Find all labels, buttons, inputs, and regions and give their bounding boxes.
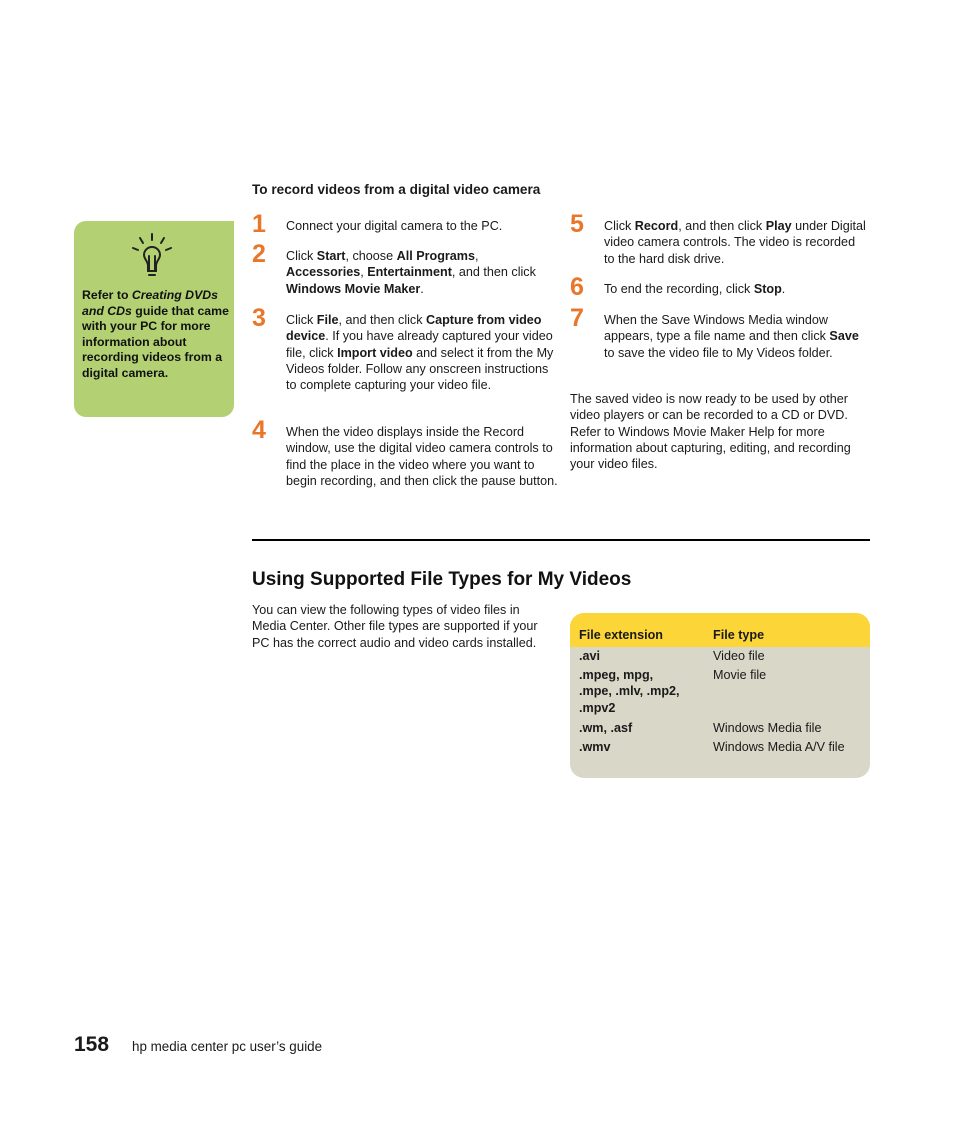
- step-number: 1: [252, 210, 266, 238]
- step-text-run: and select it from the My Videos folder. Follow any onscreen instructions to complete capturing your video file.: [286, 345, 554, 393]
- table-cell-extension: .avi: [579, 649, 601, 663]
- steps-heading: To record videos from a digital video camera: [252, 182, 541, 197]
- ui-term: Import video: [337, 345, 413, 360]
- step-text: [286, 218, 558, 234]
- step-text-run: Click: [604, 219, 635, 233]
- column-header-type: File type: [713, 628, 765, 642]
- step-number: 3: [252, 304, 266, 332]
- section-divider: [252, 539, 870, 541]
- table-cell-type: Movie file: [713, 668, 767, 682]
- step-number: 4: [252, 416, 266, 444]
- ui-term: Play: [765, 219, 792, 233]
- table-header: [570, 613, 870, 647]
- step-text: [604, 312, 866, 361]
- step-number: 5: [570, 210, 584, 238]
- page-number: 158: [74, 1033, 110, 1056]
- step-number: 6: [570, 273, 584, 301]
- step-text-run: . If you have already captured your video file, click: [286, 329, 553, 360]
- table-cell-extension: .wmv: [579, 740, 611, 754]
- step-number: 7: [570, 304, 584, 332]
- step-text: [286, 248, 558, 297]
- step-text: [604, 218, 866, 267]
- step-text: [286, 424, 558, 489]
- step-text-run: , and then click: [678, 219, 766, 233]
- step-number: 2: [252, 240, 266, 268]
- step-text: [604, 281, 866, 297]
- tip-text: Refer to Creating DVDs and CDs guide that came with your PC for more information about recording videos from a digital camera.: [82, 288, 229, 380]
- table-cell-extension: .mpeg, mpg, .mpe, .mlv, .mp2, .mpv2: [579, 668, 680, 715]
- ui-term: Entertainment: [367, 265, 452, 280]
- ui-term: Windows Movie Maker: [286, 281, 421, 296]
- step-text-run: , and then click: [451, 265, 536, 280]
- step-text-run: ,: [360, 265, 368, 280]
- lightbulb-icon: [128, 231, 176, 281]
- saved-video-paragraph: The saved video is now ready to be used by other video players or can be recorded to a CD or DVD. Refer to Windows Movie Maker Help for more information about capturing, editing, and recording your video files.: [570, 392, 851, 472]
- ui-term: Start: [316, 249, 346, 263]
- intro-paragraph: You can view the following types of video files in Media Center. Other file types are supported if your PC has the correct audio and video cards installed.: [252, 603, 538, 650]
- step-text-run: .: [781, 282, 786, 296]
- step-text-run: When the video displays inside the Record window, use the digital video camera controls to find the place in the video where you want to begin recording, and then click the pause button.: [286, 425, 558, 488]
- step-text-run: To end the recording, click: [604, 282, 754, 296]
- step-text-run: Connect your digital camera to the PC.: [286, 219, 503, 233]
- table-cell-type: Windows Media A/V file: [713, 740, 845, 754]
- section-title: Using Supported File Types for My Videos: [252, 569, 632, 590]
- step-text-run: When the Save Windows Media window appears, type a file name and then click: [604, 313, 830, 344]
- step-text: [286, 312, 558, 393]
- column-header-extension: File extension: [579, 628, 663, 642]
- tip-box: [74, 221, 234, 417]
- step-text-run: Click: [286, 313, 317, 327]
- step-text-run: , choose: [345, 249, 397, 263]
- step-text-run: ,: [475, 249, 479, 263]
- step-text-run: .: [420, 281, 424, 296]
- step-text-run: , and then click: [338, 313, 427, 327]
- ui-term: Capture from video device: [286, 313, 542, 344]
- ui-term: All Programs: [396, 249, 475, 263]
- table-cell-type: Video file: [713, 649, 765, 663]
- table-cell-extension: .wm, .asf: [579, 721, 633, 735]
- guide-title: Creating DVDs and CDs: [82, 288, 218, 318]
- ui-term: File: [316, 313, 339, 327]
- file-types-table: [570, 613, 870, 778]
- ui-term: Save: [829, 329, 859, 344]
- step-text-run: under Digital video camera controls. The video is recorded to the hard disk drive.: [604, 219, 866, 266]
- step-text-run: Click: [286, 249, 317, 263]
- footer-guide-name: hp media center pc user’s guide: [132, 1039, 323, 1054]
- ui-term: Accessories: [286, 265, 361, 280]
- table-cell-type: Windows Media file: [713, 721, 822, 735]
- step-text-run: to save the video file to My Videos folder.: [604, 345, 833, 360]
- ui-term: Record: [634, 219, 679, 233]
- ui-term: Stop: [753, 282, 782, 296]
